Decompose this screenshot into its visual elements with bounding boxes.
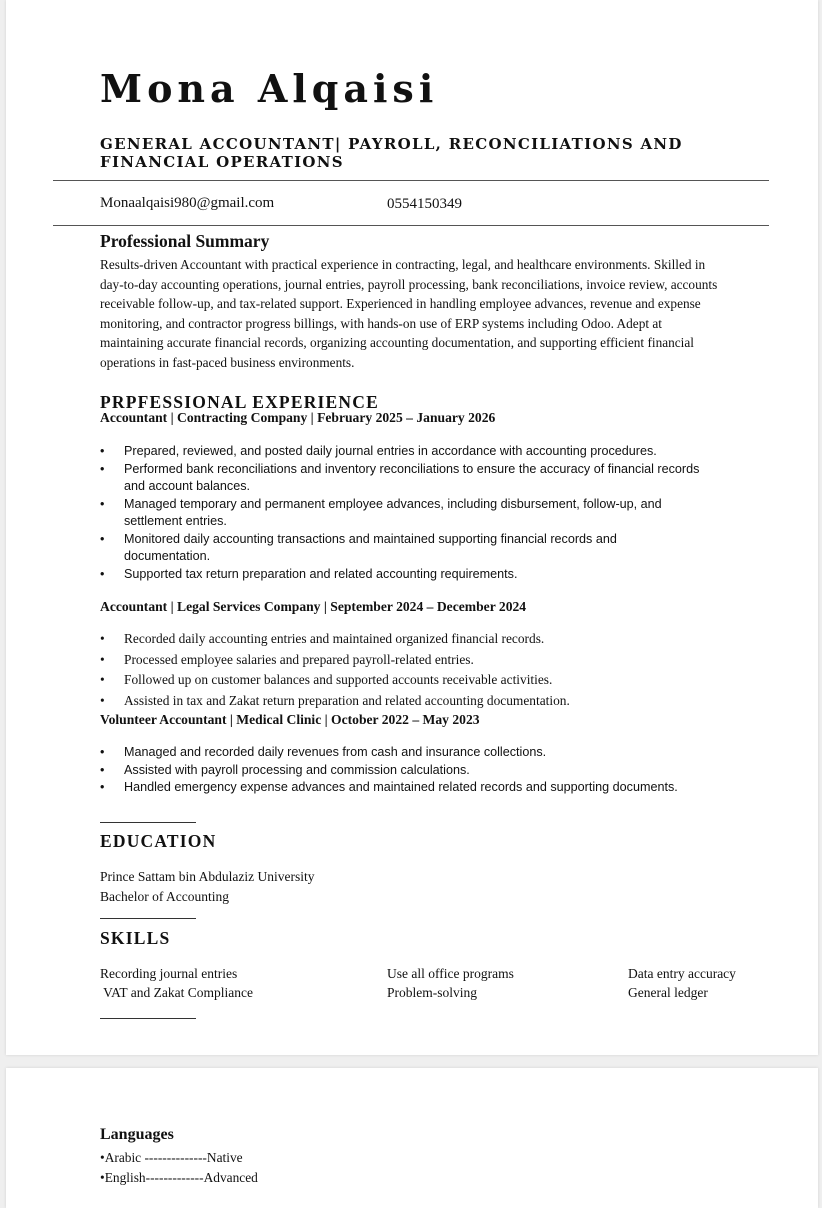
- skill-item: Recording journal entries: [100, 966, 238, 981]
- list-item: • Supported tax return preparation and related accounting requirements.: [100, 566, 700, 584]
- list-item: • Managed and recorded daily revenues from cash and insurance collections.: [100, 744, 740, 762]
- contact-email[interactable]: Monaalqaisi980@gmail.com: [100, 195, 275, 211]
- job-bullets: [100, 443, 700, 583]
- list-item: • Monitored daily accounting transactions and maintained supporting financial records and documentation.: [100, 531, 700, 566]
- resume-page-2: [6, 1068, 818, 1208]
- job-title: Accountant | Contracting Company | February 2025 – January 2026: [100, 410, 496, 425]
- list-item: • Assisted in tax and Zakat return preparation and related accounting documentation.: [100, 691, 720, 712]
- list-item: • Recorded daily accounting entries and maintained organized financial records.: [100, 629, 720, 650]
- experience-heading: PRPFESSIONAL EXPERIENCE: [100, 392, 379, 412]
- section-divider: [100, 1018, 196, 1019]
- header-divider-top: [53, 180, 769, 181]
- language-item: •English-------------Advanced: [100, 1170, 258, 1185]
- list-item: • Managed temporary and permanent employee advances, including disbursement, follow-up, and settlement entries.: [100, 496, 700, 531]
- education-heading: EDUCATION: [100, 831, 217, 851]
- skills-heading: SKILLS: [100, 928, 171, 948]
- languages-heading: Languages: [100, 1126, 174, 1143]
- list-item: • Processed employee salaries and prepared payroll-related entries.: [100, 650, 720, 671]
- list-item: • Handled emergency expense advances and maintained related records and supporting documents.: [100, 779, 740, 797]
- job-title: Volunteer Accountant | Medical Clinic | October 2022 – May 2023: [100, 712, 480, 727]
- list-item: • Followed up on customer balances and supported accounts receivable activities.: [100, 670, 720, 691]
- contact-phone[interactable]: 0554150349: [387, 196, 462, 212]
- skill-item: VAT and Zakat Compliance: [100, 985, 253, 1000]
- language-item: •Arabic --------------Native: [100, 1150, 243, 1165]
- skill-item: Use all office programs: [387, 966, 514, 981]
- education-degree: Bachelor of Accounting: [100, 889, 229, 904]
- job-title: Accountant | Legal Services Company | September 2024 – December 2024: [100, 599, 527, 614]
- summary-heading: Professional Summary: [100, 231, 270, 251]
- education-school: Prince Sattam bin Abdulaziz University: [100, 869, 315, 884]
- resume-page-1: [6, 0, 818, 1055]
- candidate-headline: GENERAL ACCOUNTANT| PAYROLL, RECONCILIATIONS AND FINANCIAL OPERATIONS: [100, 135, 683, 171]
- header-divider-bottom: [53, 225, 769, 226]
- list-item: • Prepared, reviewed, and posted daily journal entries in accordance with accounting procedures.: [100, 443, 700, 461]
- skill-item: Data entry accuracy: [628, 966, 736, 981]
- job-bullets: [100, 629, 720, 711]
- section-divider: [100, 822, 196, 823]
- list-item: • Performed bank reconciliations and inventory reconciliations to ensure the accuracy of financial records and account balances.: [100, 461, 700, 496]
- summary-text: Results-driven Accountant with practical experience in contracting, legal, and healthcare environments. Skilled in day-to-day accounting operations, journal entries, payroll processing, bank reconciliations, invoice review, accounts receivable follow-up, and tax-related support. Experienced in handling employee advances, revenue and expense monitoring, and contractor progress billings, with hands-on use of ERP systems including Odoo. Adept at maintaining accurate financial records, organizing accounting documentation, and supporting efficient financial operations in fast-paced business environments.: [100, 257, 718, 370]
- section-divider: [100, 918, 196, 919]
- job-bullets: [100, 744, 740, 797]
- skill-item: Problem-solving: [387, 985, 477, 1000]
- candidate-name: Mona Alqaisi: [100, 66, 439, 111]
- skill-item: General ledger: [628, 985, 708, 1000]
- list-item: • Assisted with payroll processing and commission calculations.: [100, 762, 740, 780]
